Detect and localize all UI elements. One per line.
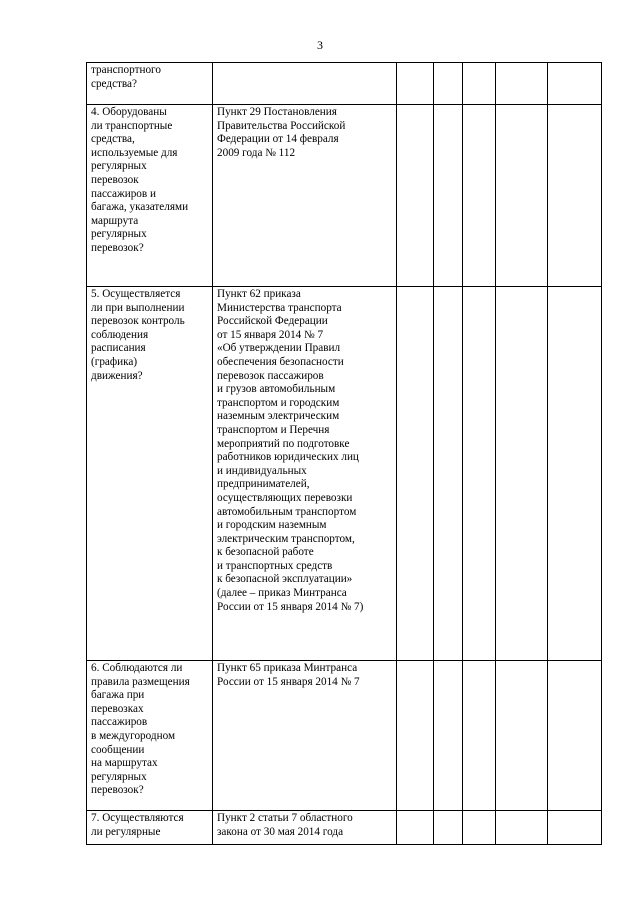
answer-cell-na[interactable]: [463, 661, 496, 811]
question-cell: 6. Соблюдаются ли правила размещения багажа при перевозках пассажиров в междугородном сообщении на маршрутах регулярных перевозок?: [87, 661, 213, 811]
question-cell: 7. Осуществляются ли регулярные: [87, 811, 213, 845]
legal-basis-cell: Пункт 29 Постановления Правительства Российской Федерации от 14 февраля 2009 года № 112: [213, 105, 397, 287]
answer-cell-extra[interactable]: [496, 63, 548, 105]
table-row: [87, 63, 602, 105]
note-cell[interactable]: [548, 105, 602, 287]
answer-cell-yes[interactable]: [397, 105, 434, 287]
answer-cell-extra[interactable]: [496, 105, 548, 287]
answer-cell-no[interactable]: [434, 811, 463, 845]
legal-basis-cell: Пункт 65 приказа Минтранса России от 15 января 2014 № 7: [213, 661, 397, 811]
question-cell: транспортного средства?: [87, 63, 213, 105]
question-cell: 5. Осуществляется ли при выполнении перевозок контроль соблюдения расписания (графика) движения?: [87, 287, 213, 661]
answer-cell-na[interactable]: [463, 105, 496, 287]
note-cell[interactable]: [548, 661, 602, 811]
legal-basis-cell: Пункт 62 приказа Министерства транспорта Российской Федерации от 15 января 2014 № 7 «Об утверждении Правил обеспечения безопасности перевозок пассажиров и грузов автомобильным транспортом и городским наземным электрическим транспортом и Перечня мероприятий по подготовке работников юридических лиц и индивидуальных предпринимателей, осуществляющих перевозки автомобильным транспортом и городским наземным электрическим транспортом, к безопасной работе и транспортных средств к безопасной эксплуатации» (далее – приказ Минтранса России от 15 января 2014 № 7): [213, 287, 397, 661]
note-cell[interactable]: [548, 287, 602, 661]
answer-cell-na[interactable]: [463, 811, 496, 845]
answer-cell-yes[interactable]: [397, 63, 434, 105]
table-row: [87, 287, 602, 661]
checklist-table: [86, 62, 602, 845]
answer-cell-no[interactable]: [434, 661, 463, 811]
table-row: [87, 811, 602, 845]
table-row: [87, 105, 602, 287]
answer-cell-yes[interactable]: [397, 287, 434, 661]
answer-cell-na[interactable]: [463, 287, 496, 661]
answer-cell-no[interactable]: [434, 287, 463, 661]
note-cell[interactable]: [548, 811, 602, 845]
answer-cell-no[interactable]: [434, 105, 463, 287]
legal-basis-cell: Пункт 2 статьи 7 областного закона от 30 мая 2014 года: [213, 811, 397, 845]
answer-cell-extra[interactable]: [496, 811, 548, 845]
note-cell[interactable]: [548, 63, 602, 105]
question-cell: 4. Оборудованы ли транспортные средства, используемые для регулярных перевозок пассажиров и багажа, указателями маршрута регулярных перевозок?: [87, 105, 213, 287]
answer-cell-no[interactable]: [434, 63, 463, 105]
answer-cell-yes[interactable]: [397, 661, 434, 811]
page-number: 3: [317, 38, 323, 52]
table-row: [87, 661, 602, 811]
answer-cell-na[interactable]: [463, 63, 496, 105]
answer-cell-extra[interactable]: [496, 661, 548, 811]
legal-basis-cell: [213, 63, 397, 105]
answer-cell-yes[interactable]: [397, 811, 434, 845]
answer-cell-extra[interactable]: [496, 287, 548, 661]
